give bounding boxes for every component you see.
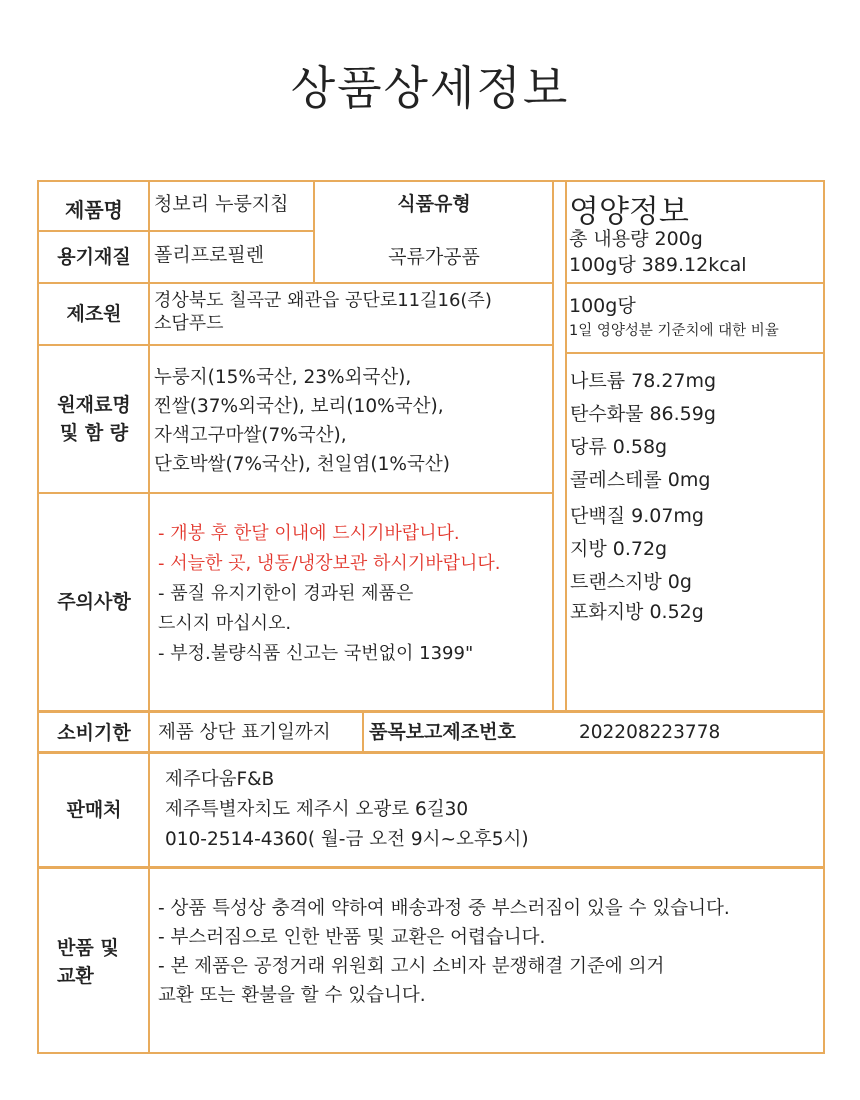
returns-line: - 부스러짐으로 인한 반품 및 교환은 어렵습니다. (158, 927, 546, 948)
nutrition-item: 단백질 9.07mg (570, 505, 704, 527)
caution-line: - 부정.불량식품 신고는 국번없이 1399" (158, 643, 474, 664)
caution-line: - 품질 유지기한이 경과된 제품은 (158, 583, 414, 604)
caution-line-warning: - 개봉 후 한달 이내에 드시기바랍니다. (158, 523, 460, 544)
page-title: 상품상세정보 (290, 61, 570, 115)
seller-address: 제주특별자치도 제주시 오광로 6길30 (165, 799, 469, 820)
nutrition-daily-note: 1일 영양성분 기준치에 대한 비율 (569, 323, 779, 339)
report-number-value: 202208223778 (579, 722, 721, 743)
expiry-value: 제품 상단 표기일까지 (158, 722, 331, 743)
product-name-value: 청보리 누룽지칩 (154, 193, 289, 215)
nutrition-item: 탄수화물 86.59g (570, 403, 716, 425)
nutrition-list (570, 365, 716, 629)
report-number-label: 품목보고제조번호 (369, 721, 516, 743)
returns-label: 반품 및 교환 (57, 936, 119, 987)
expiry-label: 소비기한 (57, 722, 131, 744)
ingredients-label: 원재료명 및 함 량 (57, 394, 131, 444)
ingredient-line: 찐쌀(37%외국산), 보리(10%국산), (154, 396, 444, 417)
returns-line: - 본 제품은 공정거래 위원회 고시 소비자 분쟁해결 기준에 의거 (158, 956, 665, 977)
ingredient-line: 자색고구마쌀(7%국산), (154, 425, 347, 446)
nutrition-title: 영양정보 (569, 194, 689, 230)
nutrition-item: 트랜스지방 0g (570, 571, 692, 593)
caution-label: 주의사항 (57, 591, 131, 613)
product-name-label: 제품명 (65, 198, 123, 222)
food-type-value: 곡류가공품 (388, 246, 480, 268)
returns-line: 교환 또는 환불을 할 수 있습니다. (158, 985, 426, 1006)
seller-name: 제주다움F&B (165, 769, 275, 790)
nutrition-item: 나트륨 78.27mg (570, 370, 717, 392)
container-material-value: 폴리프로필렌 (154, 244, 265, 266)
ingredient-line: 누룽지(15%국산, 23%외국산), (154, 367, 412, 388)
caution-line-warning: - 서늘한 곳, 냉동/냉장보관 하시기바랍니다. (158, 553, 501, 574)
manufacturer-company: 소담푸드 (154, 313, 224, 334)
nutrition-total: 총 내용량 200g (569, 228, 703, 250)
nutrition-item: 포화지방 0.52g (570, 601, 704, 623)
nutrition-item: 당류 0.58g (570, 436, 668, 458)
returns-line: - 상품 특성상 충격에 약하여 배송과정 중 부스러짐이 있을 수 있습니다. (158, 898, 730, 919)
ingredient-line: 단호박쌀(7%국산), 천일염(1%국산) (154, 454, 450, 475)
manufacturer-address: 경상북도 칠곡군 왜관읍 공단로11길16(주) (154, 290, 492, 311)
nutrition-per-unit: 100g당 (569, 295, 636, 317)
container-material-label: 용기재질 (57, 246, 131, 268)
food-type-label: 식품유형 (397, 193, 471, 215)
nutrition-item: 지방 0.72g (570, 538, 668, 560)
nutrition-per-100g-kcal: 100g당 389.12kcal (569, 254, 747, 276)
manufacturer-label: 제조원 (66, 303, 122, 325)
seller-phone: 010-2514-4360( 월-금 오전 9시~오후5시) (165, 829, 529, 850)
nutrition-item: 콜레스테롤 0mg (570, 469, 711, 491)
caution-line: 드시지 마십시오. (158, 613, 292, 634)
seller-label: 판매처 (66, 799, 122, 821)
